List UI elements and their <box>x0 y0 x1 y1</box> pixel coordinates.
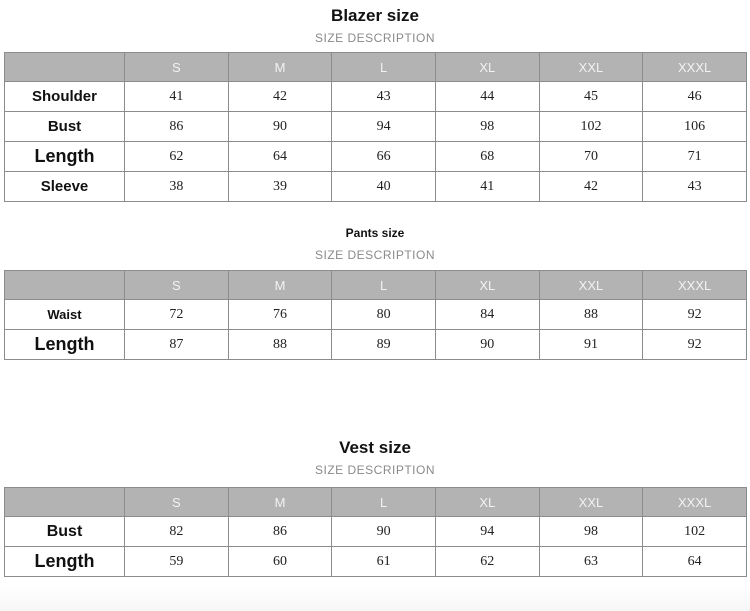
cell-value: 88 <box>539 300 643 330</box>
size-header: M <box>228 271 332 300</box>
cell-value: 39 <box>228 172 332 202</box>
cell-value: 82 <box>125 517 229 547</box>
cell-value: 86 <box>125 112 229 142</box>
table-header-row <box>5 488 747 517</box>
cell-value: 46 <box>643 82 747 112</box>
cell-value: 41 <box>435 172 539 202</box>
cell-value: 72 <box>125 300 229 330</box>
size-header: L <box>332 53 436 82</box>
corner-cell <box>5 488 125 517</box>
table-row <box>5 300 747 330</box>
pants-subtitle: SIZE DESCRIPTION <box>314 248 435 262</box>
cell-value: 84 <box>435 300 539 330</box>
cell-value: 94 <box>435 517 539 547</box>
cell-value: 102 <box>539 112 643 142</box>
row-label: Length <box>5 547 125 577</box>
cell-value: 80 <box>332 300 436 330</box>
cell-value: 91 <box>539 330 643 360</box>
cell-value: 90 <box>228 112 332 142</box>
size-header: XXXL <box>643 271 747 300</box>
size-header: L <box>332 271 436 300</box>
cell-value: 64 <box>643 547 747 577</box>
size-header: XXL <box>539 488 643 517</box>
table-row <box>5 547 747 577</box>
table-row <box>5 172 747 202</box>
table-row <box>5 517 747 547</box>
cell-value: 42 <box>228 82 332 112</box>
cell-value: 38 <box>125 172 229 202</box>
cell-value: 89 <box>332 330 436 360</box>
table-header-row <box>5 53 747 82</box>
vest-size-table <box>4 487 747 577</box>
corner-cell <box>5 53 125 82</box>
table-header-row <box>5 271 747 300</box>
size-header: M <box>228 488 332 517</box>
cell-value: 68 <box>435 142 539 172</box>
cell-value: 61 <box>332 547 436 577</box>
row-label: Bust <box>5 112 125 142</box>
size-header: S <box>125 53 229 82</box>
table-row <box>5 142 747 172</box>
cell-value: 76 <box>228 300 332 330</box>
size-header: XXXL <box>643 488 747 517</box>
cell-value: 64 <box>228 142 332 172</box>
corner-cell <box>5 271 125 300</box>
cell-value: 45 <box>539 82 643 112</box>
cell-value: 63 <box>539 547 643 577</box>
size-header: XXXL <box>643 53 747 82</box>
table-row <box>5 330 747 360</box>
table-row <box>5 112 747 142</box>
cell-value: 43 <box>643 172 747 202</box>
cell-value: 71 <box>643 142 747 172</box>
cell-value: 41 <box>125 82 229 112</box>
size-header: XL <box>435 271 539 300</box>
cell-value: 87 <box>125 330 229 360</box>
cell-value: 62 <box>125 142 229 172</box>
cell-value: 88 <box>228 330 332 360</box>
size-header: XL <box>435 53 539 82</box>
vest-subtitle: SIZE DESCRIPTION <box>314 463 435 477</box>
size-header: M <box>228 53 332 82</box>
cell-value: 43 <box>332 82 436 112</box>
cell-value: 59 <box>125 547 229 577</box>
row-label: Waist <box>5 300 125 330</box>
row-label: Bust <box>5 517 125 547</box>
cell-value: 40 <box>332 172 436 202</box>
cell-value: 42 <box>539 172 643 202</box>
cell-value: 44 <box>435 82 539 112</box>
cell-value: 106 <box>643 112 747 142</box>
blazer-subtitle: SIZE DESCRIPTION <box>314 31 435 45</box>
pants-title: Pants size <box>345 226 405 240</box>
row-label: Shoulder <box>5 82 125 112</box>
cell-value: 60 <box>228 547 332 577</box>
blazer-size-table <box>4 52 747 202</box>
cell-value: 86 <box>228 517 332 547</box>
cell-value: 90 <box>332 517 436 547</box>
bottom-fade-divider <box>0 585 750 611</box>
cell-value: 92 <box>643 330 747 360</box>
size-header: S <box>125 488 229 517</box>
blazer-title: Blazer size <box>331 6 419 25</box>
cell-value: 62 <box>435 547 539 577</box>
cell-value: 102 <box>643 517 747 547</box>
cell-value: 90 <box>435 330 539 360</box>
size-header: L <box>332 488 436 517</box>
row-label: Sleeve <box>5 172 125 202</box>
size-header: XL <box>435 488 539 517</box>
row-label: Length <box>5 330 125 360</box>
cell-value: 98 <box>435 112 539 142</box>
pants-size-table <box>4 270 747 360</box>
cell-value: 92 <box>643 300 747 330</box>
size-header: S <box>125 271 229 300</box>
cell-value: 94 <box>332 112 436 142</box>
cell-value: 66 <box>332 142 436 172</box>
size-header: XXL <box>539 53 643 82</box>
cell-value: 98 <box>539 517 643 547</box>
table-row <box>5 82 747 112</box>
cell-value: 70 <box>539 142 643 172</box>
vest-title: Vest size <box>339 438 411 457</box>
row-label: Length <box>5 142 125 172</box>
size-header: XXL <box>539 271 643 300</box>
